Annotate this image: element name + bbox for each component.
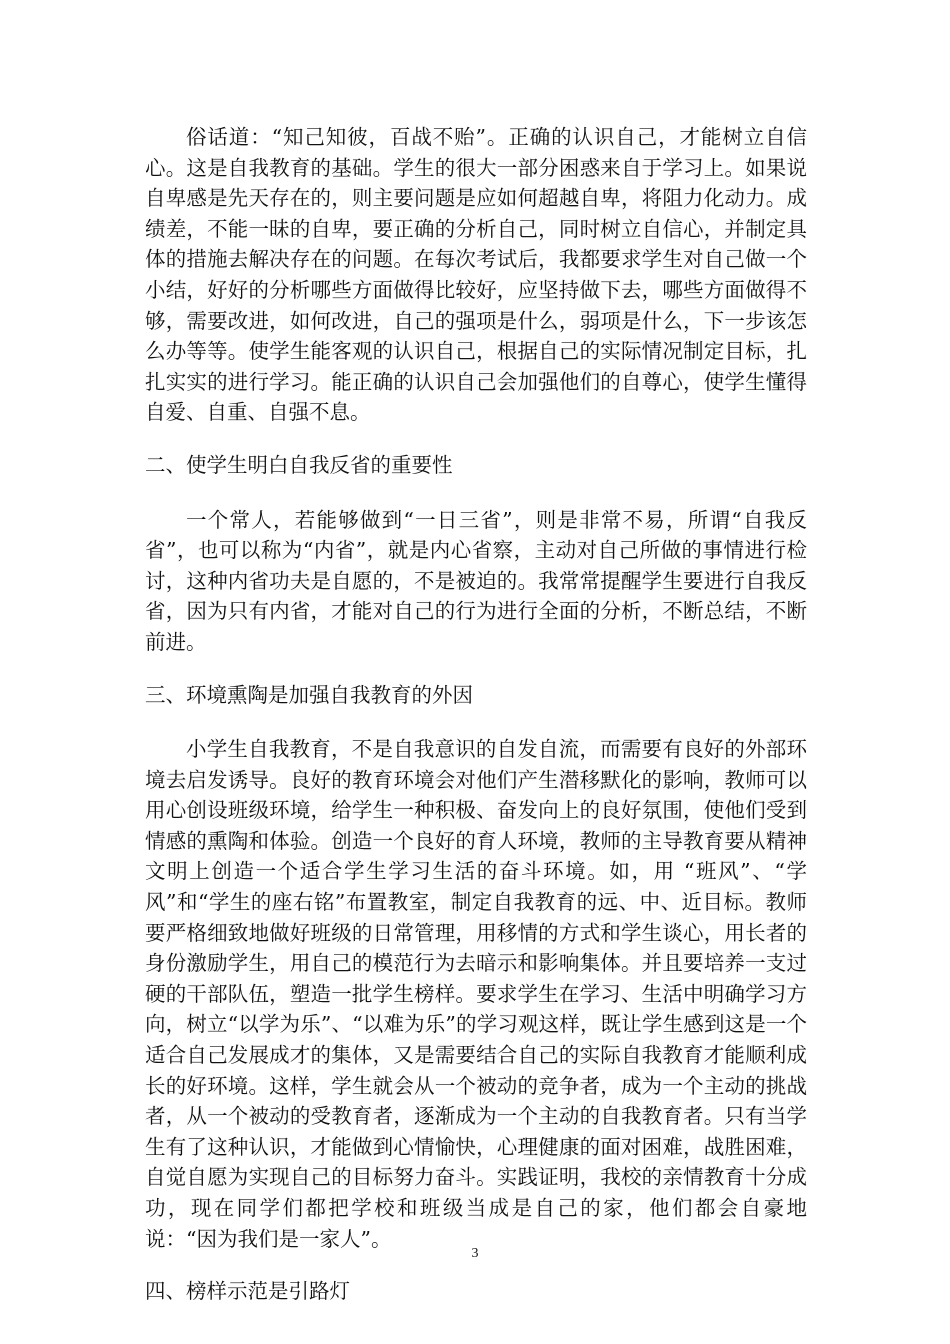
page-number: 3 [471, 1246, 479, 1261]
paragraph-self-knowledge: 俗话道：“知己知彼，百战不贻”。正确的认识自己，才能树立自信心。这是自我教育的基础。学生的很大一部分困惑来自于学习上。如果说自卑感是先天存在的，则主要问题是应如何超越自卑，将阻力化动力。成绩差，不能一昧的自卑，要正确的分析自己，同时树立自信心，并制定具体的措施去解决存在的问题。在每次考试后，我都要求学生对自己做一个小结，好好的分析哪些方面做得比较好，应坚持做下去，哪些方面做得不够，需要改进，如何改进，自己的强项是什么，弱项是什么，下一步该怎么办等等。使学生能客观的认识自己，根据自己的实际情况制定目标，扎扎实实的进行学习。能正确的认识自己会加强他们的自尊心，使学生懂得自爱、自重、自强不息。 [145, 125, 807, 425]
paragraph-environment: 小学生自我教育，不是自我意识的自发自流，而需要有良好的外部环境去启发诱导。良好的教育环境会对他们产生潜移默化的影响，教师可以用心创设班级环境，给学生一种积极、奋发向上的良好氛围，使他们受到情感的熏陶和体验。创造一个良好的育人环境，教师的主导教育要从精神文明上创造一个适合学生学习生活的奋斗环境。如，用 “班风”、“学风”和“学生的座右铭”布置教室，制定自我教育的远、中、近目标。教师要严格细致地做好班级的日常管理，用移情的方式和学生谈心，用长者的身份激励学生，用自己的模范行为去暗示和影响集体。并且要培养一支过硬的干部队伍，塑造一批学生榜样。要求学生在学习、生活中明确学习方向，树立“以学为乐”、“以难为乐”的学习观这样，既让学生感到这是一个适合自己发展成才的集体，又是需要结合自己的实际自我教育才能顺利成长的好环境。这样，学生就会从一个被动的竞争者，成为一个主动的挑战者，从一个被动的受教育者，逐渐成为一个主动的自我教育者。只有当学生有了这种认识，才能做到心情愉快，心理健康的面对困难，战胜困难，自觉自愿为实现自己的目标努力奋斗。实践证明，我校的亲情教育十分成功，现在同学们都把学校和班级当成是自己的家，他们都会自豪地说：“因为我们是一家人”。 [145, 737, 807, 1251]
section-heading-3: 三、环境熏陶是加强自我教育的外因 [145, 682, 473, 707]
paragraph-self-reflection: 一个常人，若能够做到“一日三省”，则是非常不易，所谓“自我反省”，也可以称为“内省”，就是内心省察，主动对自己所做的事情进行检讨，这种内省功夫是自愿的，不是被迫的。我常常提醒学生要进行自我反省，因为只有内省，才能对自己的行为进行全面的分析，不断总结，不断前进。 [145, 507, 807, 654]
document-body [145, 122, 807, 1331]
section-heading-4: 四、榜样示范是引路灯 [145, 1279, 350, 1304]
section-heading-2: 二、使学生明白自我反省的重要性 [145, 452, 453, 477]
